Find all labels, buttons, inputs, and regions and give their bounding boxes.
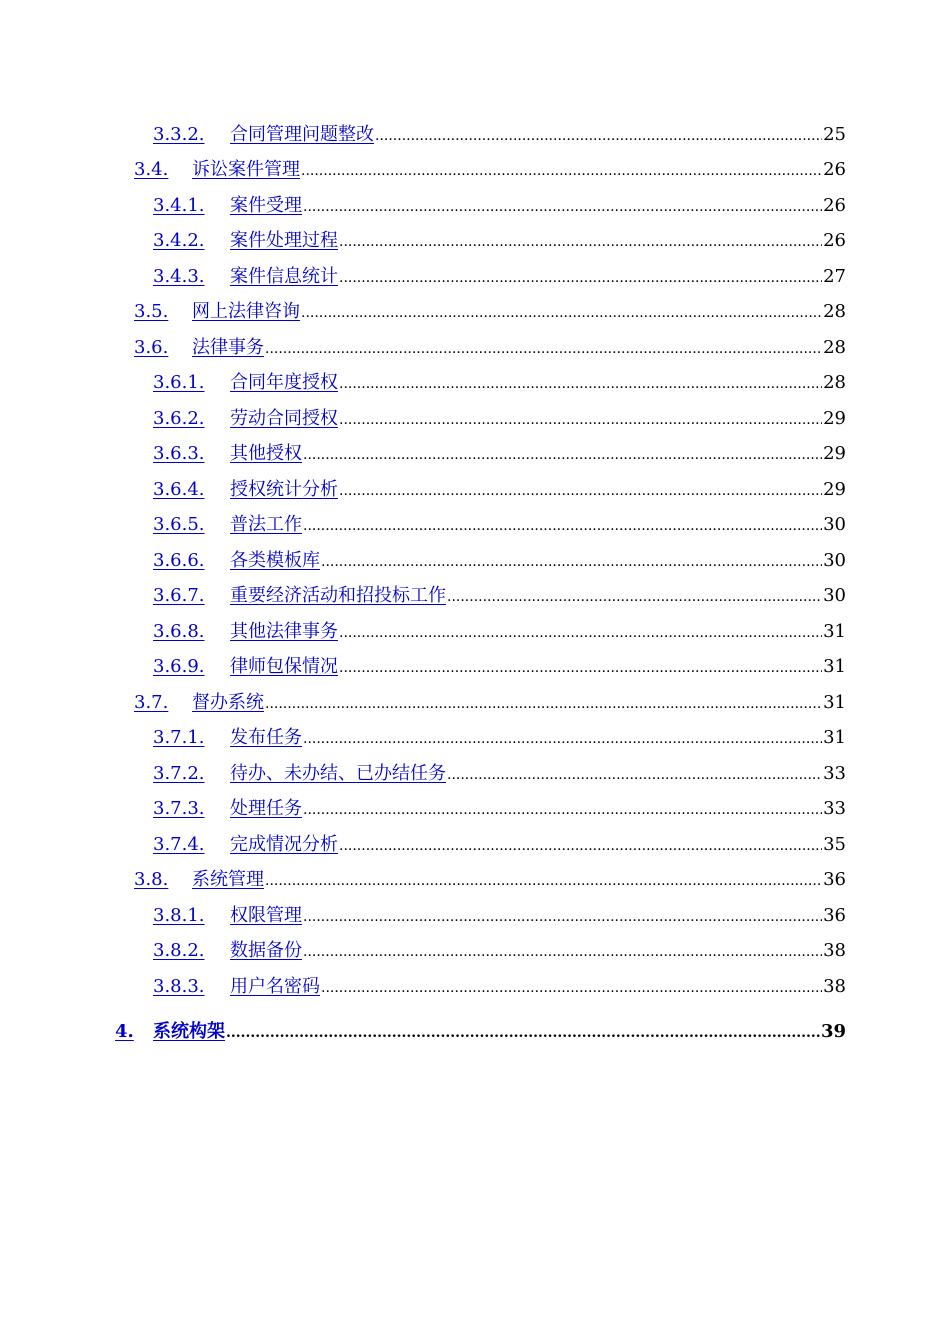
toc-entry-number[interactable]: 3.7.3.: [153, 798, 205, 819]
toc-entry-number[interactable]: 3.6.8.: [153, 621, 205, 642]
toc-entry-title[interactable]: 授权统计分析: [230, 479, 338, 500]
toc-entry-title[interactable]: 用户名密码: [230, 976, 320, 997]
toc-entry-page: 28: [823, 301, 846, 322]
toc-entry-page: 26: [823, 159, 846, 180]
toc-entry-title[interactable]: 督办系统: [192, 692, 264, 713]
toc-entry[interactable]: [153, 264, 846, 290]
dot-leader: [301, 158, 822, 184]
toc-entry[interactable]: [153, 370, 846, 396]
dot-leader: [301, 300, 822, 326]
toc-entry-title[interactable]: 案件处理过程: [230, 230, 338, 251]
dot-leader: [265, 868, 822, 894]
dot-leader: [303, 513, 822, 539]
toc-entry-page: 39: [820, 1021, 846, 1042]
toc-entry-title[interactable]: 重要经济活动和招投标工作: [230, 585, 446, 606]
toc-entry-title[interactable]: 各类模板库: [230, 550, 320, 571]
toc-entry[interactable]: [134, 157, 846, 183]
dot-leader: [303, 939, 822, 965]
toc-entry[interactable]: [134, 867, 846, 893]
toc-entry-title[interactable]: 完成情况分析: [230, 834, 338, 855]
toc-entry-page: 26: [823, 195, 846, 216]
toc-entry-page: 25: [823, 124, 846, 145]
toc-entry-page: 31: [823, 692, 846, 713]
toc-entry-title[interactable]: 合同年度授权: [230, 372, 338, 393]
toc-entry-title[interactable]: 权限管理: [230, 905, 302, 926]
toc-entry-number[interactable]: 3.4.2.: [153, 230, 205, 251]
toc-entry-title[interactable]: 案件受理: [230, 195, 302, 216]
toc-entry-number[interactable]: 3.7.2.: [153, 763, 205, 784]
toc-entry[interactable]: [153, 903, 846, 929]
toc-entry-page: 27: [823, 266, 846, 287]
toc-entry-page: 33: [823, 763, 846, 784]
toc-entry[interactable]: [134, 299, 846, 325]
dot-leader: [303, 442, 822, 468]
toc-entry-title[interactable]: 诉讼案件管理: [192, 159, 300, 180]
toc-entry-page: 28: [823, 372, 846, 393]
toc-entry-title[interactable]: 发布任务: [230, 727, 302, 748]
toc-entry-number[interactable]: 3.7.1.: [153, 727, 205, 748]
toc-entry[interactable]: [153, 583, 846, 609]
toc-entry-number[interactable]: 3.5.: [134, 301, 169, 322]
toc-entry-page: 38: [823, 976, 846, 997]
toc-entry[interactable]: [153, 512, 846, 538]
dot-leader: [303, 726, 822, 752]
toc-entry-title[interactable]: 合同管理问题整改: [230, 124, 374, 145]
toc-entry-title[interactable]: 案件信息统计: [230, 266, 338, 287]
toc-entry-number[interactable]: 3.6.9.: [153, 656, 205, 677]
toc-entry-number[interactable]: 3.7.4.: [153, 834, 205, 855]
toc-entry[interactable]: [153, 619, 846, 645]
toc-entry-page: 31: [823, 621, 846, 642]
dot-leader: [339, 620, 822, 646]
toc-entry-title[interactable]: 网上法律咨询: [192, 301, 300, 322]
toc-entry-page: 35: [823, 834, 846, 855]
toc-entry[interactable]: [134, 335, 846, 361]
toc-entry-number[interactable]: 3.6.2.: [153, 408, 205, 429]
toc-entry-number[interactable]: 3.4.1.: [153, 195, 205, 216]
toc-entry[interactable]: [153, 406, 846, 432]
dot-leader: [265, 691, 822, 717]
toc-entry-page: 30: [823, 550, 846, 571]
toc-entry-number[interactable]: 3.7.: [134, 692, 169, 713]
toc-entry-title[interactable]: 系统构架: [153, 1021, 225, 1042]
toc-entry-number[interactable]: 3.4.3.: [153, 266, 205, 287]
toc-entry-number[interactable]: 3.6.: [134, 337, 169, 358]
toc-entry-page: 28: [823, 337, 846, 358]
toc-entry-title[interactable]: 处理任务: [230, 798, 302, 819]
toc-entry-page: 29: [823, 479, 846, 500]
toc-entry[interactable]: [153, 654, 846, 680]
dot-leader: [339, 371, 822, 397]
toc-entry-number[interactable]: 3.6.1.: [153, 372, 205, 393]
toc-entry-page: 31: [823, 656, 846, 677]
toc-entry-title[interactable]: 其他法律事务: [230, 621, 338, 642]
toc-entry[interactable]: [153, 122, 846, 148]
toc-entry[interactable]: [153, 193, 846, 219]
toc-entry-title[interactable]: 律师包保情况: [230, 656, 338, 677]
dot-leader: [339, 655, 822, 681]
toc-entry-page: 36: [823, 905, 846, 926]
dot-leader: [303, 797, 822, 823]
toc-entry-number[interactable]: 3.6.3.: [153, 443, 205, 464]
toc-entry[interactable]: [153, 477, 846, 503]
dot-leader: [339, 407, 822, 433]
toc-entry[interactable]: [134, 690, 846, 716]
toc-entry[interactable]: [153, 761, 846, 787]
dot-leader: [321, 549, 822, 575]
toc-entry-page: 26: [823, 230, 846, 251]
dot-leader: [339, 229, 822, 255]
toc-entry[interactable]: [153, 548, 846, 574]
toc-entry-number[interactable]: 3.8.3.: [153, 976, 205, 997]
toc-entry-title[interactable]: 待办、未办结、已办结任务: [230, 763, 446, 784]
toc-entry-page: 30: [823, 585, 846, 606]
toc-entry-title[interactable]: 其他授权: [230, 443, 302, 464]
toc-entry-title[interactable]: 普法工作: [230, 514, 302, 535]
dot-leader: [339, 833, 822, 859]
toc-entry-number[interactable]: 3.6.4.: [153, 479, 205, 500]
toc-entry-page: 36: [823, 869, 846, 890]
toc-entry[interactable]: [153, 938, 846, 964]
dot-leader: [265, 336, 822, 362]
toc-entry-title[interactable]: 劳动合同授权: [230, 408, 338, 429]
toc-entry-number[interactable]: 3.4.: [134, 159, 169, 180]
toc-entry[interactable]: [153, 974, 846, 1000]
dot-leader: [447, 584, 822, 610]
dot-leader: [339, 478, 822, 504]
toc-entry[interactable]: [153, 228, 846, 254]
toc-entry-number[interactable]: 3.8.1.: [153, 905, 205, 926]
toc-entry-title[interactable]: 系统管理: [192, 869, 264, 890]
toc-entry-title[interactable]: 法律事务: [192, 337, 264, 358]
toc-entry-title[interactable]: 数据备份: [230, 940, 302, 961]
dot-leader: [303, 904, 822, 930]
dot-leader: [321, 975, 822, 1001]
dot-leader: [375, 123, 822, 149]
toc-entry[interactable]: [153, 796, 846, 822]
toc-entry-number[interactable]: 3.6.7.: [153, 585, 205, 606]
toc-entry-page: 29: [823, 443, 846, 464]
toc-entry-number[interactable]: 3.6.5.: [153, 514, 205, 535]
toc-entry-chapter[interactable]: [115, 1019, 846, 1045]
toc-entry-number[interactable]: 3.6.6.: [153, 550, 205, 571]
toc-entry[interactable]: [153, 832, 846, 858]
toc-entry-number[interactable]: 3.8.2.: [153, 940, 205, 961]
dot-leader: [339, 265, 822, 291]
toc-entry-page: 29: [823, 408, 846, 429]
toc-entry-number[interactable]: 3.3.2.: [153, 124, 205, 145]
toc-entry-number[interactable]: 4.: [115, 1021, 134, 1042]
toc-entry-number[interactable]: 3.8.: [134, 869, 169, 890]
toc-entry-page: 38: [823, 940, 846, 961]
toc-entry-page: 33: [823, 798, 846, 819]
dot-leader: [226, 1020, 820, 1046]
toc-entry-page: 31: [823, 727, 846, 748]
toc-entry-page: 30: [823, 514, 846, 535]
toc-entry[interactable]: [153, 441, 846, 467]
dot-leader: [447, 762, 822, 788]
toc-entry[interactable]: [153, 725, 846, 751]
dot-leader: [303, 194, 822, 220]
